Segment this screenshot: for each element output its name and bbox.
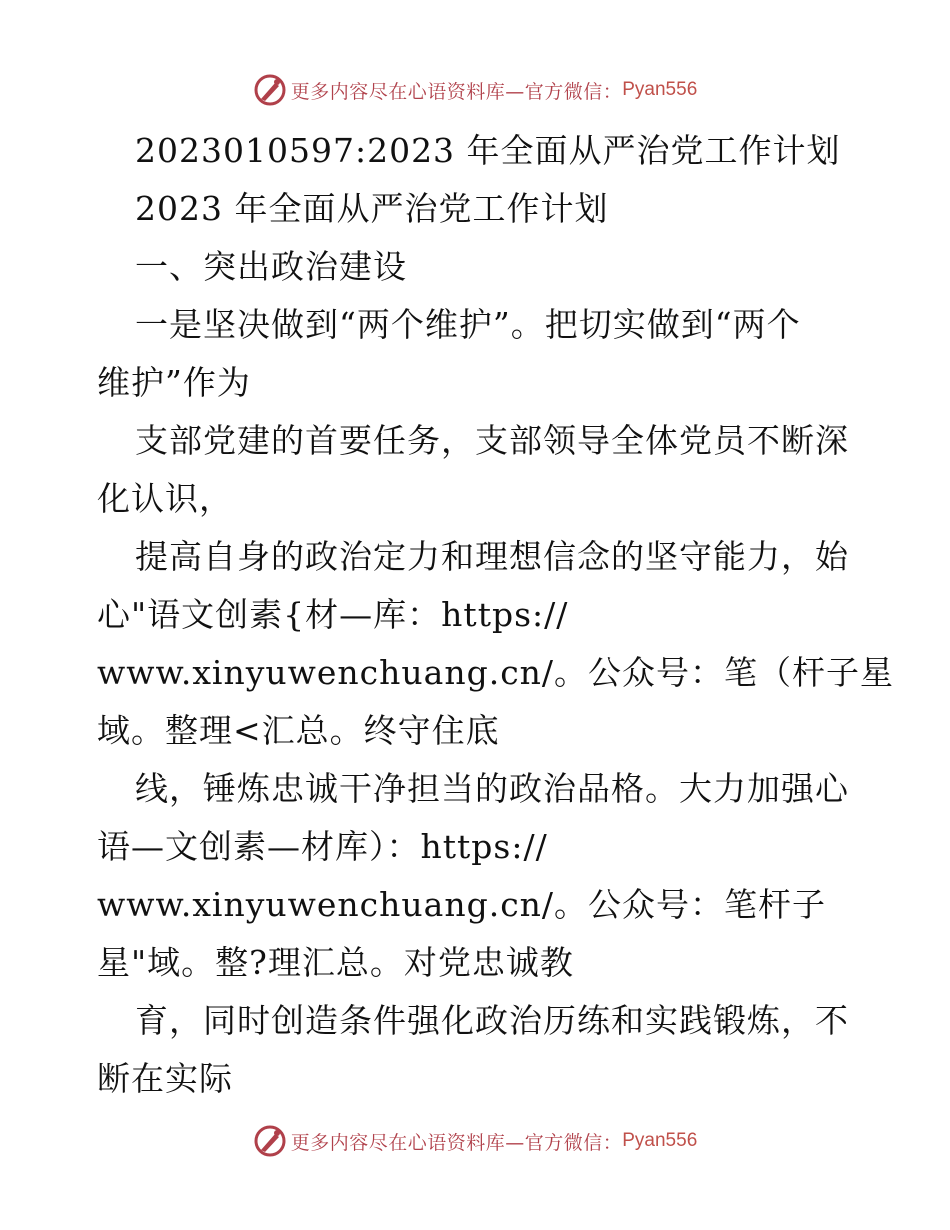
- section-heading: 一、突出政治建设: [135, 247, 407, 286]
- pen-logo-icon: [253, 73, 287, 107]
- pen-logo-icon: [253, 1124, 287, 1158]
- paragraph-line: 提高自身的政治定力和理想信念的坚守能力，始: [135, 537, 849, 576]
- paragraph-line: 星"域。整?理汇总。对党忠诚教: [97, 943, 574, 982]
- paragraph-line: 化认识，: [97, 479, 233, 518]
- paragraph-line: www.xinyuwenchuang.cn/。公众号：笔杆子: [97, 885, 827, 924]
- watermark-text: 更多内容尽在心语资料库—官方微信：: [290, 1131, 623, 1154]
- paragraph-line: 断在实际: [97, 1059, 233, 1098]
- watermark-handle: Pyan556: [622, 79, 698, 100]
- paragraph-line: 域。整理<汇总。终守住底: [97, 711, 500, 750]
- paragraph-line: 心"语文创素{材—库：https://: [97, 595, 569, 634]
- paragraph-line: 一是坚决做到“两个维护”。把切实做到“两个: [135, 305, 801, 344]
- paragraph-line: 维护”作为: [97, 363, 251, 402]
- paragraph-line: 语—文创素—材库）：https://: [97, 827, 548, 866]
- header-watermark: [0, 70, 950, 110]
- paragraph-line: 支部党建的首要任务，支部领导全体党员不断深: [135, 421, 849, 460]
- document-body: [97, 122, 895, 1108]
- doc-subtitle-line: 2023 年全面从严治党工作计划: [135, 189, 609, 228]
- footer-watermark: [0, 1121, 950, 1161]
- paragraph-line: www.xinyuwenchuang.cn/。公众号：笔（杆子星: [97, 653, 895, 692]
- paragraph-line: 育，同时创造条件强化政治历练和实践锻炼，不: [135, 1001, 849, 1040]
- watermark-handle: Pyan556: [622, 1130, 698, 1151]
- watermark-text: 更多内容尽在心语资料库—官方微信：: [290, 80, 623, 103]
- paragraph-line: 线，锤炼忠诚干净担当的政治品格。大力加强心: [135, 769, 849, 808]
- doc-title-line: 2023010597:2023 年全面从严治党工作计划: [135, 131, 841, 170]
